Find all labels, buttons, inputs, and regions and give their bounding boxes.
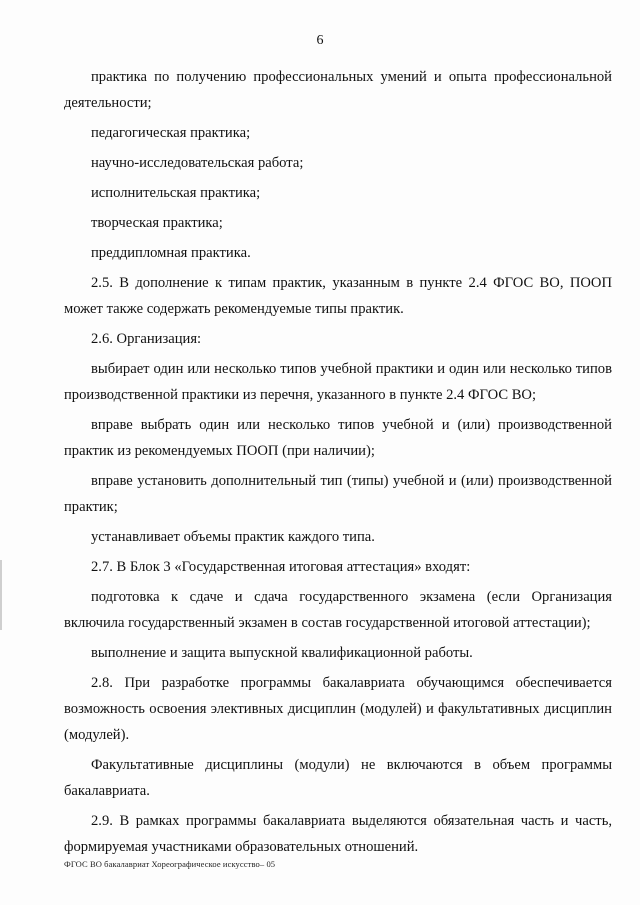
paragraph-section-2-7: 2.7. В Блок 3 «Государственная итоговая аттестация» входят:	[91, 559, 471, 575]
paragraph-performing-practice: исполнительская практика;	[91, 185, 261, 201]
paragraph-creative-practice: творческая практика;	[91, 215, 223, 231]
paragraph-optional-disciplines: Факультативные дисциплины (модули) не включаются в объем программы бакалавриата.	[64, 757, 612, 799]
paragraph-may-establish: вправе установить дополнительный тип (типы) учебной и (или) производственной практик;	[64, 473, 612, 515]
paragraph-chooses-types: выбирает один или несколько типов учебной практики и один или несколько типов производственной практики из перечня, указанного в пункте 2.4 ФГОС ВО;	[64, 361, 612, 403]
paragraph-sets-volumes: устанавливает объемы практик каждого типа.	[91, 529, 375, 545]
paragraph-research-work: научно-исследовательская работа;	[91, 155, 304, 171]
paragraph-pedagogical-practice: педагогическая практика;	[91, 125, 251, 141]
page-number: 6	[316, 33, 324, 48]
scan-edge-mark	[0, 560, 2, 630]
paragraph-final-work: выполнение и защита выпускной квалификационной работы.	[91, 645, 473, 661]
paragraph-section-2-9: 2.9. В рамках программы бакалавриата выделяются обязательная часть и часть, формируемая участниками образовательных отношений.	[64, 813, 612, 855]
body-text	[64, 64, 612, 860]
paragraph-may-choose: вправе выбрать один или несколько типов учебной и (или) производственной практик из рекомендуемых ПООП (при наличии);	[64, 417, 612, 459]
footer-document-id: ФГОС ВО бакалавриат Хореографическое искусство– 05	[64, 859, 276, 869]
paragraph-prediploma-practice: преддипломная практика.	[91, 245, 251, 261]
paragraph-section-2-8: 2.8. При разработке программы бакалавриата обучающимся обеспечивается возможность освоения элективных дисциплин (модулей) и факультативных дисциплин (модулей).	[64, 675, 612, 743]
paragraph-section-2-5: 2.5. В дополнение к типам практик, указанным в пункте 2.4 ФГОС ВО, ПООП может также содержать рекомендуемые типы практик.	[64, 275, 612, 317]
paragraph-practice-skills: практика по получению профессиональных умений и опыта профессиональной деятельности;	[64, 69, 612, 111]
paragraph-state-exam: подготовка к сдаче и сдача государственного экзамена (если Организация включила государственный экзамен в состав государственной итоговой аттестации);	[64, 589, 612, 631]
paragraph-section-2-6: 2.6. Организация:	[91, 331, 202, 347]
